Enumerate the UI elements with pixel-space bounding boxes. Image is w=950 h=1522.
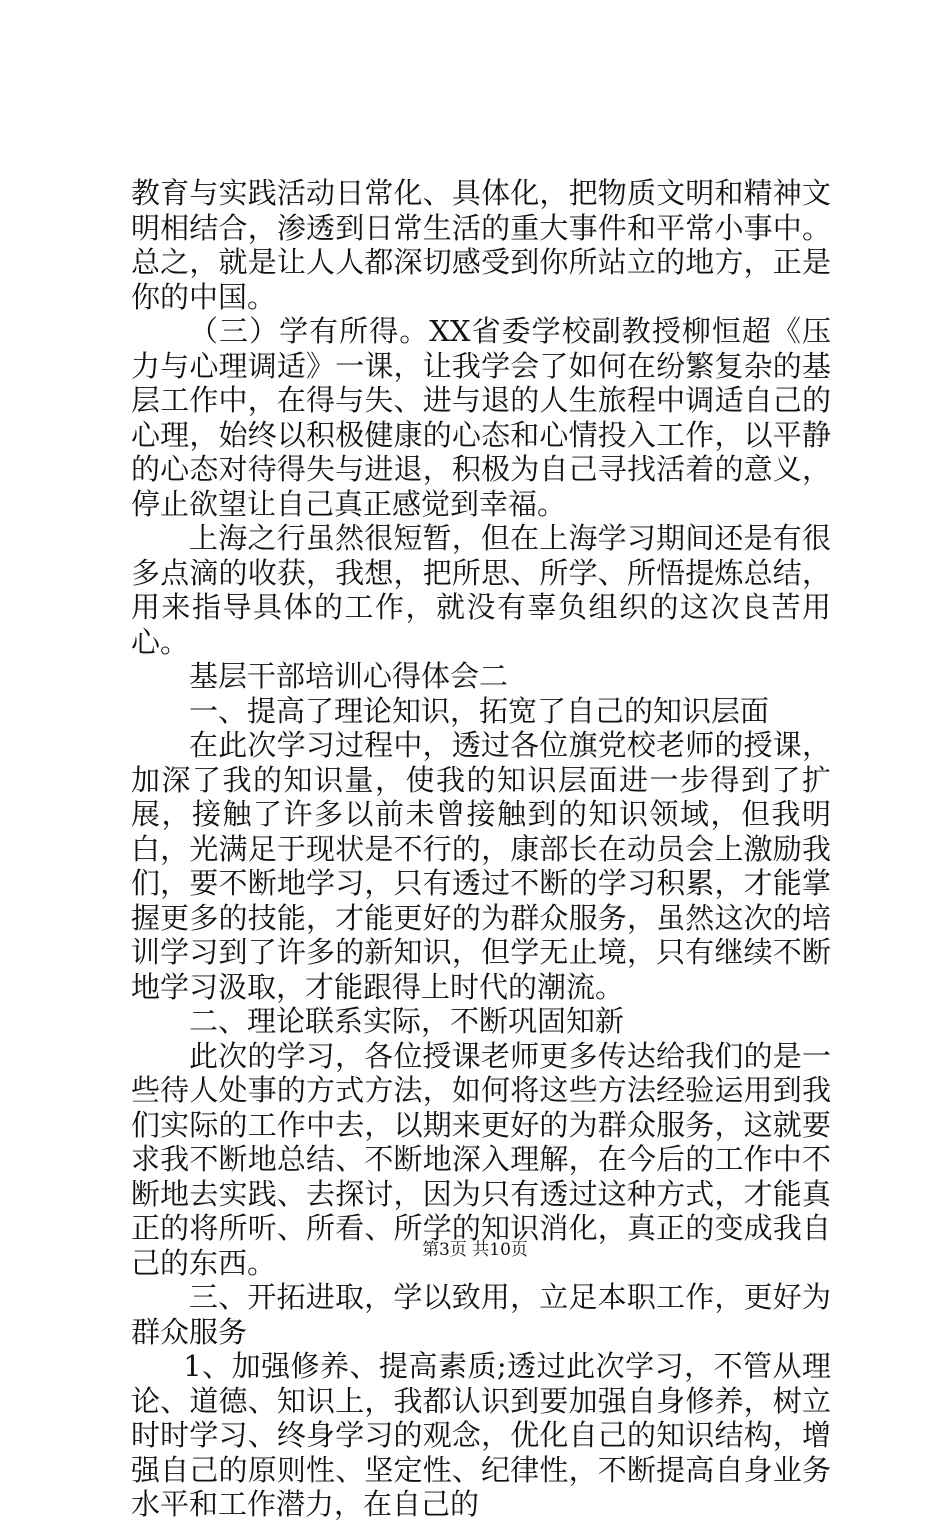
section-heading: 一、提高了理论知识，拓宽了自己的知识层面: [189, 693, 770, 728]
section-heading: 二、理论联系实际，不断巩固知新: [189, 1004, 625, 1038]
section-heading: 基层干部培训心得体会二: [189, 659, 509, 693]
page-footer: [0, 1240, 950, 1260]
paragraph: 1、加强修养、提高素质;透过此次学习，不管从理论、道德、知识上，我都认识到要加强自身修养，树立时时学习、终身学习的观念，优化自己的知识结构，增强自己的原则性、坚定性、纪律性，不断提高自身业务水平和工作潜力，在自己的: [131, 1349, 831, 1521]
page-number-label: 第3页 共10页: [422, 1240, 528, 1260]
paragraph: 此次的学习，各位授课老师更多传达给我们的是一些待人处事的方式方法，如何将这些方法经验运用到我们实际的工作中去，以期来更好的为群众服务，这就要求我不断地总结、不断地深入理解，在今后的工作中不断地去实践、去探讨，因为只有透过这种方式，才能真正的将所听、所看、所学的知识消化，真正的变成我自己的东西。: [131, 1038, 831, 1280]
paragraph: 在此次学习过程中，透过各位旗党校老师的授课，加深了我的知识量，使我的知识层面进一步得到了扩展，接触了许多以前未曾接触到的知识领域，但我明白，光满足于现状是不行的，康部长在动员会上激励我们，要不断地学习，只有透过不断的学习积累，才能掌握更多的技能，才能更好的为群众服务，虽然这次的培训学习到了许多的新知识，但学无止境，只有继续不断地学习汲取，才能跟得上时代的潮流。: [131, 728, 831, 1004]
paragraph: 上海之行虽然很短暂，但在上海学习期间还是有很多点滴的收获，我想，把所思、所学、所悟提炼总结，用来指导具体的工作，就没有辜负组织的这次良苦用心。: [131, 521, 831, 659]
paragraph: 教育与实践活动日常化、具体化，把物质文明和精神文明相结合，渗透到日常生活的重大事件和平常小事中。总之，就是让人人都深切感受到你所站立的地方，正是你的中国。: [131, 176, 831, 314]
section-heading: 三、开拓进取，学以致用，立足本职工作，更好为群众服务: [131, 1280, 831, 1349]
paragraph: （三）学有所得。XX省委学校副教授柳恒超《压力与心理调适》一课，让我学会了如何在纷繁复杂的基层工作中，在得与失、进与退的人生旅程中调适自己的心理，始终以积极健康的心态和心情投入工作，以平静的心态对待得失与进退，积极为自己寻找活着的意义，停止欲望让自己真正感觉到幸福。: [131, 314, 831, 521]
document-body: [131, 176, 831, 1522]
